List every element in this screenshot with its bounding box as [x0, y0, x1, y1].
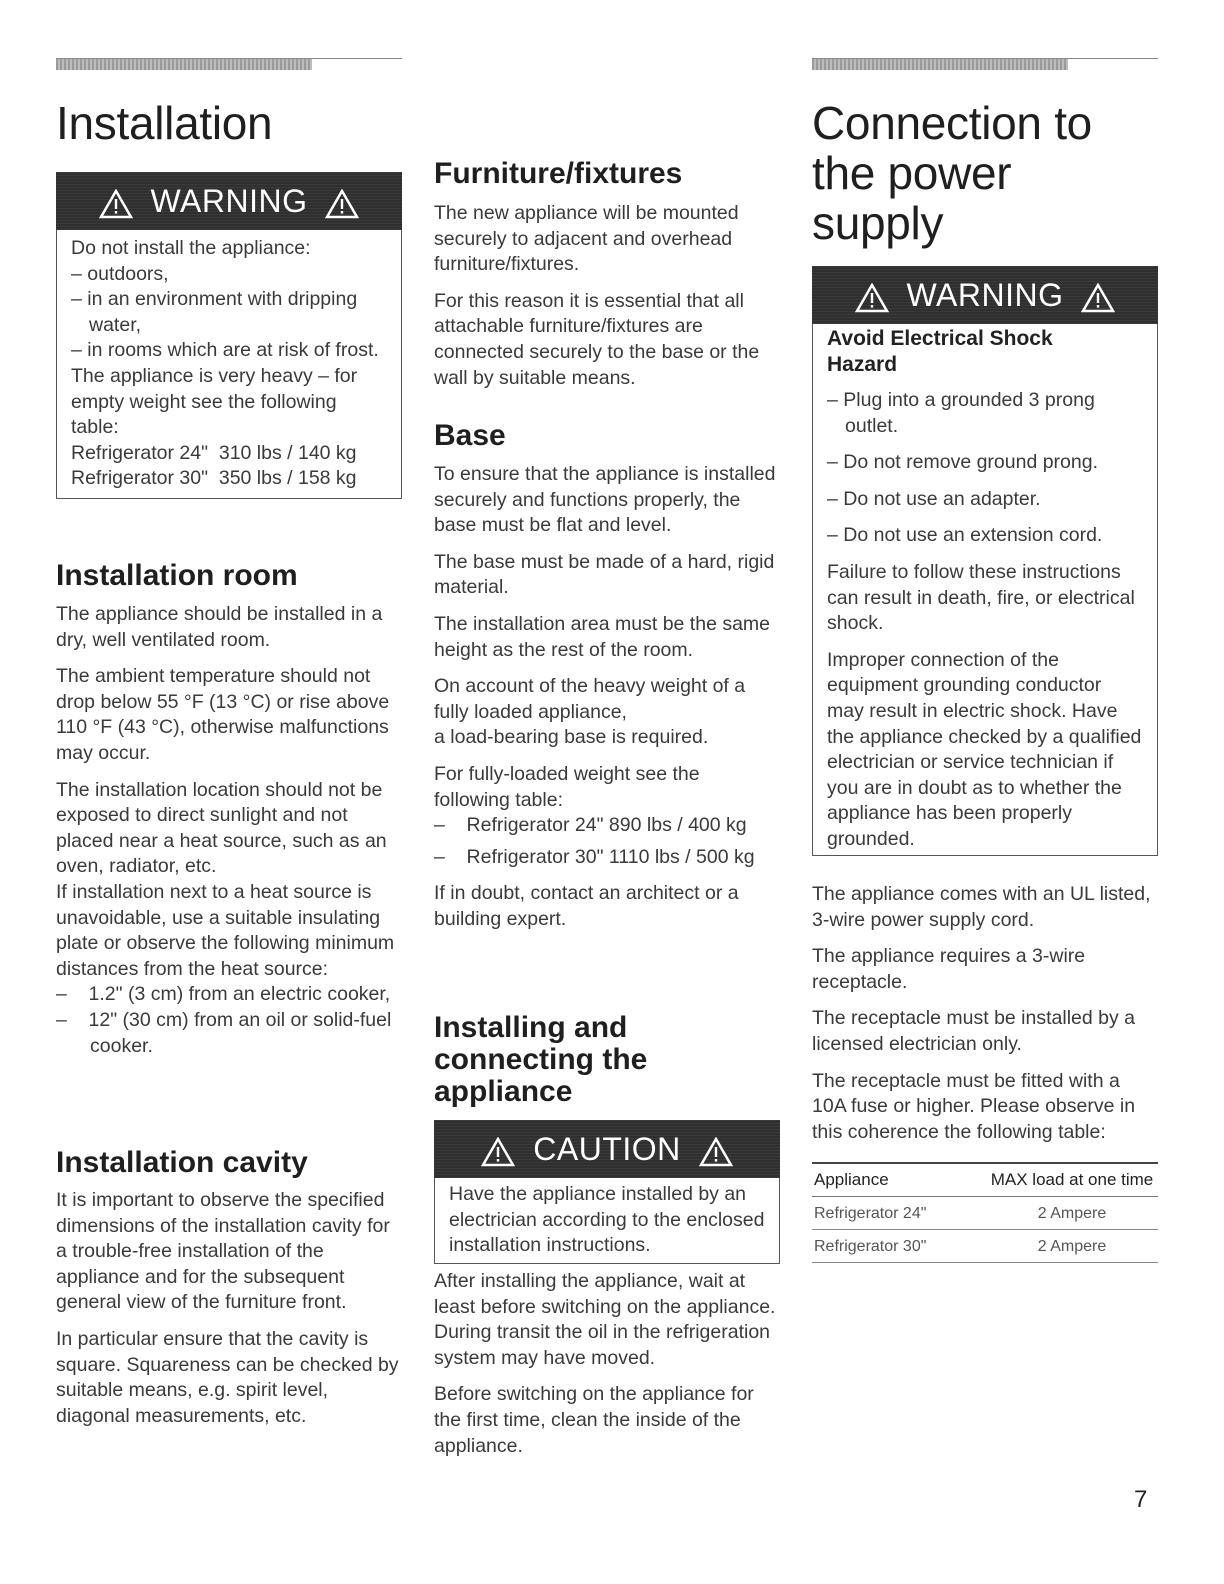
- load-table: [812, 1162, 1158, 1263]
- table-header: Appliance: [812, 1163, 984, 1197]
- paragraph: In particular ensure that the cavity is square. Squareness can be checked by suitable means, e.g. spirit level, diagonal measurements, etc.: [56, 1327, 399, 1427]
- heading-installation-cavity: Installation cavity: [56, 1146, 308, 1179]
- paragraph: Improper connection of the equipment grounding conductor may result in electric shock. Have the appliance checked by a qualified electrician or service technician if you are in doubt as to whether the appliance has been properly grounded.: [827, 648, 1142, 850]
- weight-item: – Refrigerator 24" 890 lbs / 400 kg: [434, 814, 747, 837]
- warning-item: – in rooms which are at risk of frost.: [71, 339, 379, 362]
- paragraph: It is important to observe the specified dimensions of the installation cavity for a trouble-free installation of the appliance and for the subsequent general view of the furniture front.: [56, 1189, 390, 1314]
- warning-triangle-icon: [699, 1137, 733, 1167]
- warning-item: – Do not use an extension cord.: [827, 524, 1103, 547]
- table-cell: Refrigerator 24": [812, 1197, 984, 1230]
- paragraph: If installation next to a heat source is unavoidable, use a suitable insulating plate or observe the following minimum distances from the heat source:: [56, 880, 395, 980]
- power-text: [812, 882, 1158, 1145]
- warning-triangle-icon: [481, 1137, 515, 1167]
- warning-triangle-icon: [855, 283, 889, 313]
- paragraph: a load-bearing base is required.: [434, 726, 709, 749]
- warning-intro: Do not install the appliance:: [71, 237, 311, 259]
- weight-row: Refrigerator 24" 310 lbs / 140 kg: [71, 441, 357, 464]
- paragraph: Before switching on the appliance for the first time, clean the inside of the appliance.: [434, 1383, 754, 1457]
- distance-item: – 1.2" (3 cm) from an electric cooker,: [56, 983, 391, 1006]
- table-cell: 2 Ampere: [984, 1230, 1158, 1263]
- warning-label: WARNING: [906, 277, 1064, 313]
- paragraph: Failure to follow these instructions can result in death, fire, or electrical shock.: [827, 560, 1135, 635]
- paragraph: On account of the heavy weight of a fully loaded appliance,: [434, 675, 746, 723]
- warning-item: – in an environment with dripping water,: [71, 288, 358, 336]
- warning-box-power: [812, 266, 1158, 856]
- paragraph: For fully-loaded weight see the following table:: [434, 762, 700, 811]
- caution-box: [434, 1120, 780, 1264]
- page-number: 7: [1134, 1486, 1148, 1513]
- table-row: [812, 1197, 1158, 1230]
- warning-triangle-icon: [325, 189, 359, 219]
- weight-row: Refrigerator 30" 350 lbs / 158 kg: [71, 467, 357, 490]
- caution-label: CAUTION: [533, 1131, 681, 1167]
- installing-text: [434, 1269, 780, 1459]
- paragraph: The installation location should not be exposed to direct sunlight and not placed near a heat source, such as an oven, radiator, etc.: [56, 778, 387, 878]
- paragraph: The base must be made of a hard, rigid material.: [434, 550, 775, 599]
- caution-text: Have the appliance installed by an electrician according to the enclosed installation instructions.: [449, 1183, 765, 1257]
- installation-cavity-text: [56, 1188, 402, 1429]
- installation-room-text: [56, 602, 402, 1059]
- warning-item: – Do not remove ground prong.: [827, 451, 1099, 474]
- warning-item: – Plug into a grounded 3 prong outlet.: [827, 389, 1095, 437]
- top-rule-right: [812, 58, 1158, 70]
- page-title-connection: Connection to the power supply: [812, 97, 1092, 249]
- weight-item: – Refrigerator 30" 1110 lbs / 500 kg: [434, 845, 755, 868]
- paragraph: For this reason it is essential that all attachable furniture/fixtures are connected securely to the base or the wall by suitable means.: [434, 289, 760, 389]
- furniture-text: [434, 201, 774, 391]
- paragraph: The appliance requires a 3-wire receptacle.: [812, 945, 1086, 993]
- paragraph: After installing the appliance, wait at least before switching on the appliance. During transit the oil in the refrigeration system may have moved.: [434, 1270, 776, 1369]
- table-row: [812, 1230, 1158, 1263]
- heading-installing: Installing and connecting the appliance: [434, 1011, 648, 1108]
- paragraph: The appliance should be installed in a dry, well ventilated room.: [56, 603, 383, 651]
- weight-text: The appliance is very heavy – for empty weight see the following table:: [71, 364, 358, 439]
- heading-installation-room: Installation room: [56, 559, 298, 592]
- distance-item: – 12" (30 cm) from an oil or solid-fuel cooker.: [56, 1008, 392, 1057]
- warning-triangle-icon: [1081, 283, 1115, 313]
- warning-label: WARNING: [150, 183, 308, 219]
- warning-body: [812, 324, 1158, 856]
- paragraph: If in doubt, contact an architect or a building expert.: [434, 882, 739, 930]
- warning-body: [56, 230, 402, 499]
- table-cell: 2 Ampere: [984, 1197, 1158, 1230]
- table-header: MAX load at one time: [984, 1163, 1158, 1197]
- base-text: [434, 462, 780, 933]
- warning-header: [56, 172, 402, 230]
- paragraph: The new appliance will be mounted securely to adjacent and overhead furniture/fixtures.: [434, 202, 739, 276]
- heading-furniture: Furniture/fixtures: [434, 157, 683, 190]
- warning-header: [812, 266, 1158, 324]
- paragraph: The receptacle must be installed by a licensed electrician only.: [812, 1007, 1136, 1055]
- table-cell: Refrigerator 30": [812, 1230, 984, 1263]
- page-title-installation: Installation: [56, 97, 273, 149]
- warning-box-installation: [56, 172, 402, 499]
- warning-item: – outdoors,: [71, 262, 169, 285]
- paragraph: The ambient temperature should not drop below 55 °F (13 °C) or rise above 110 °F (43 °C), otherwise malfunctions may occur.: [56, 665, 390, 764]
- paragraph: The appliance comes with an UL listed, 3-wire power supply cord.: [812, 883, 1151, 931]
- warning-item: – Do not use an adapter.: [827, 487, 1041, 510]
- paragraph: The installation area must be the same height as the rest of the room.: [434, 612, 771, 661]
- warning-triangle-icon: [99, 189, 133, 219]
- top-rule-left: [56, 58, 402, 70]
- heading-base: Base: [434, 419, 506, 452]
- paragraph: To ensure that the appliance is installed securely and functions properly, the base must be flat and level.: [434, 463, 776, 537]
- caution-header: [434, 1120, 780, 1178]
- table-header-row: [812, 1163, 1158, 1197]
- paragraph: The receptacle must be fitted with a 10A fuse or higher. Please observe in this coherence the following table:: [812, 1069, 1136, 1143]
- warning-subhead: Avoid Electrical Shock Hazard: [827, 327, 1053, 376]
- caution-body: [434, 1178, 780, 1264]
